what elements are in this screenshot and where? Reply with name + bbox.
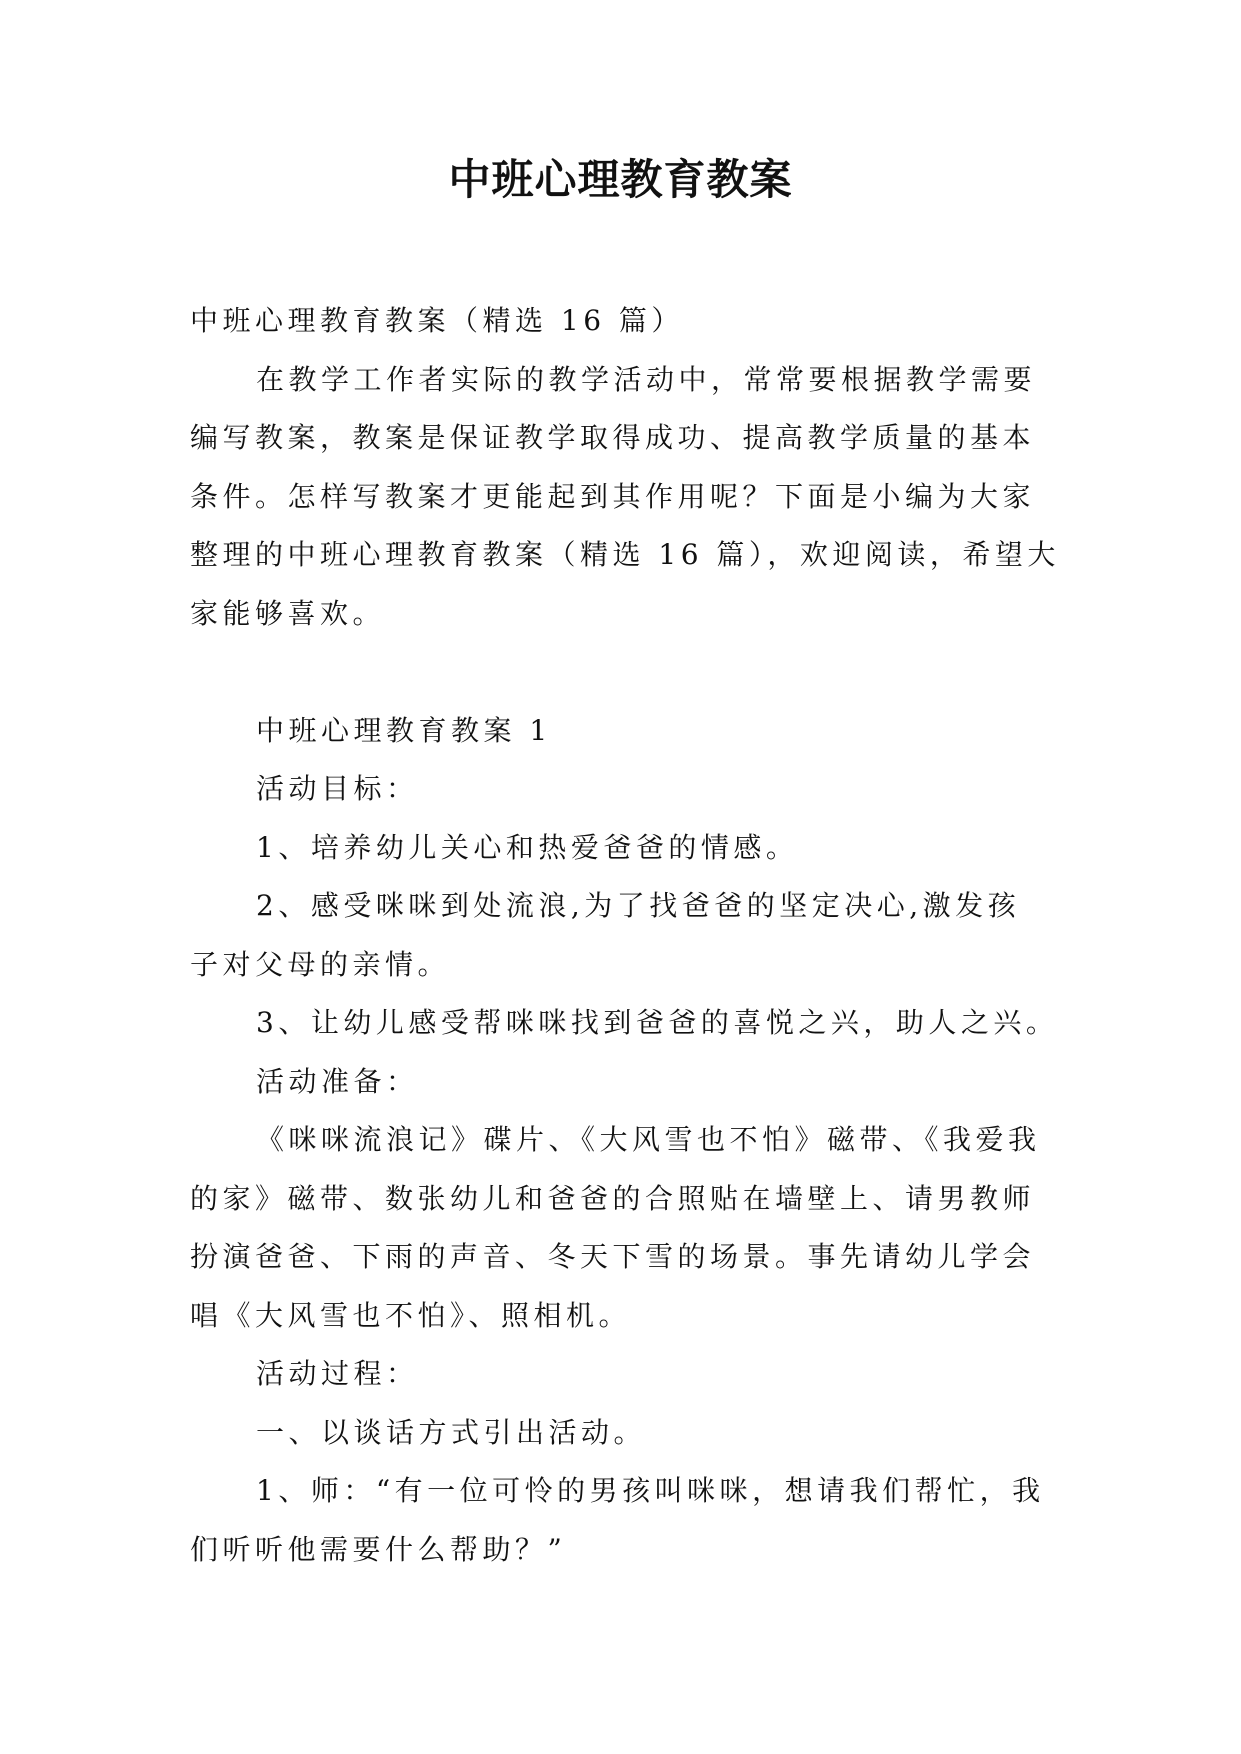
- process-heading: 活动过程：: [256, 1357, 419, 1390]
- section-title: 中班心理教育教案 1: [256, 713, 552, 747]
- intro-line: 家能够喜欢。: [190, 596, 386, 630]
- prep-line: 的家》磁带、数张幼儿和爸爸的合照贴在墙壁上、请男教师: [190, 1181, 1036, 1215]
- goal-line: 2、感受咪咪到处流浪,为了找爸爸的坚定决心,激发孩: [256, 889, 1021, 922]
- document-title: 中班心理教育教案: [448, 155, 793, 204]
- goal-line: 1、培养幼儿关心和热爱爸爸的情感。: [256, 830, 799, 864]
- intro-line: 编写教案，教案是保证教学取得成功、提高教学质量的基本: [190, 421, 1036, 454]
- intro-line: 整理的中班心理教育教案（精选 16 篇），欢迎阅读，希望大: [190, 538, 1060, 571]
- document-body: [190, 292, 1070, 1579]
- prep-line: 唱《大风雪也不怕》、照相机。: [190, 1298, 632, 1332]
- intro-line: 条件。怎样写教案才更能起到其作用呢？下面是小编为大家: [190, 479, 1036, 513]
- goal-line: 3、让幼儿感受帮咪咪找到爸爸的喜悦之兴，助人之兴。: [256, 1006, 1059, 1039]
- document-subtitle: 中班心理教育教案（精选 16 篇）: [190, 304, 684, 337]
- process-line: 们听听他需要什么帮助？”: [190, 1532, 567, 1566]
- goal-line: 子对父母的亲情。: [190, 947, 451, 981]
- spacer: [190, 643, 1070, 702]
- process-step: 一、以谈话方式引出活动。: [256, 1415, 647, 1449]
- prep-line: 《咪咪流浪记》碟片、《大风雪也不怕》磁带、《我爱我: [256, 1123, 1041, 1156]
- goals-heading: 活动目标：: [256, 772, 419, 805]
- prep-heading: 活动准备：: [256, 1064, 419, 1098]
- prep-line: 扮演爸爸、下雨的声音、冬天下雪的场景。事先请幼儿学会: [190, 1240, 1036, 1273]
- process-line: 1、师：“有一位可怜的男孩叫咪咪，想请我们帮忙，我: [256, 1474, 1045, 1507]
- intro-line: 在教学工作者实际的教学活动中，常常要根据教学需要: [256, 362, 1037, 396]
